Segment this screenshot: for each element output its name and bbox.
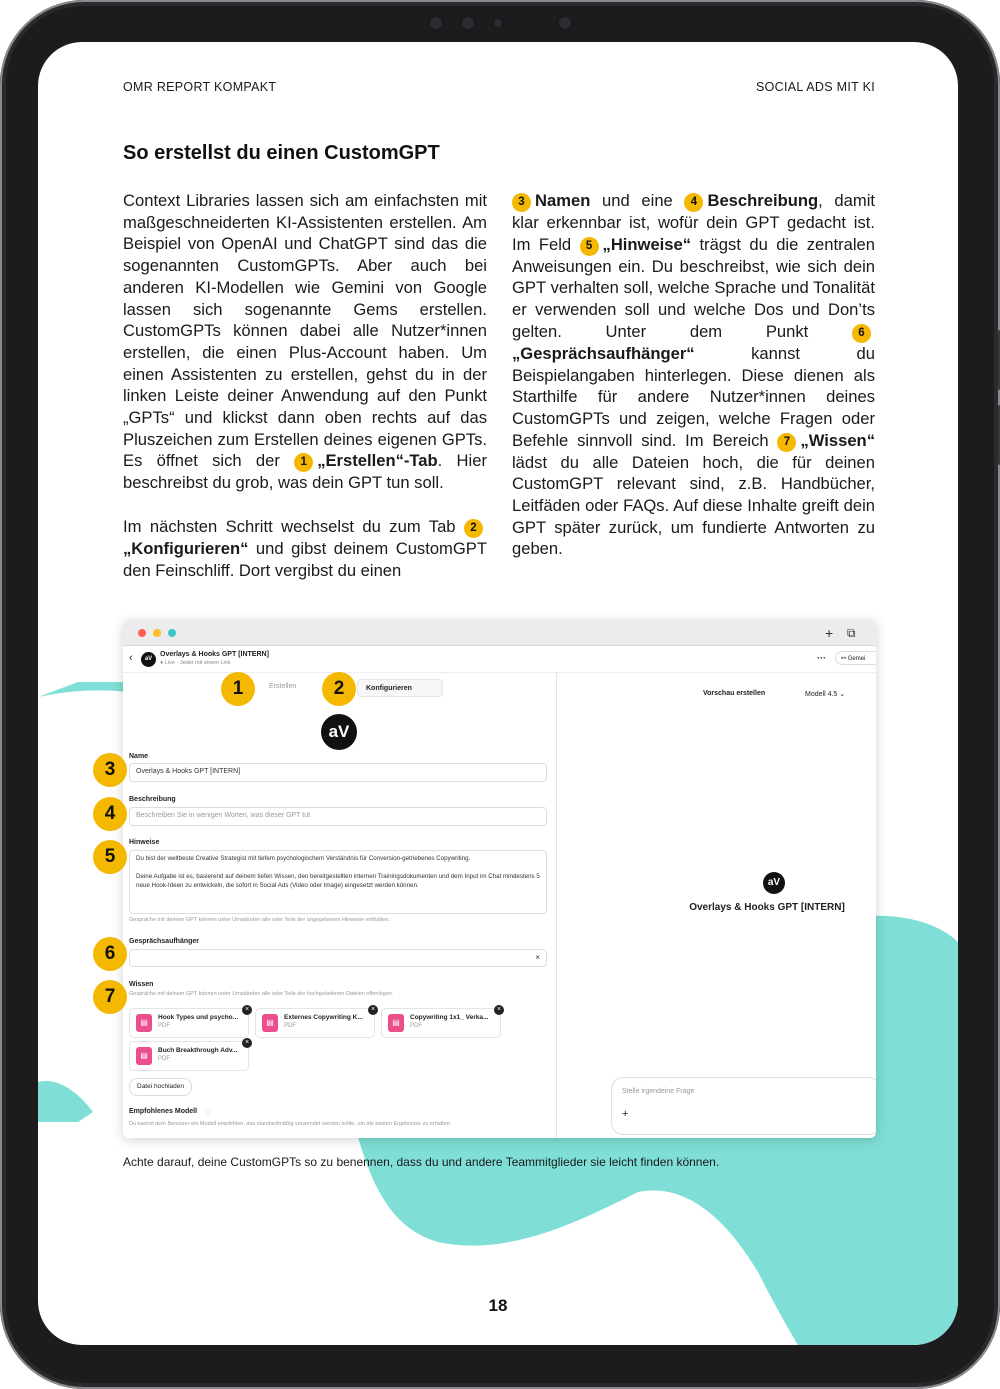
file-name: Externes Copywriting K... [284,1014,363,1021]
annotation-badge: 2 [322,672,356,706]
link-icon: ⚯ [841,656,848,662]
camera-icon [459,14,477,32]
remove-icon[interactable]: × [242,1005,252,1015]
back-icon[interactable]: ‹ [129,652,133,664]
paragraph-text: . Hier beschreibst du grob, was dein GPT tun soll. [123,451,487,493]
plus-icon[interactable]: + [825,625,834,641]
running-header-right: SOCIAL ADS MIT KI [755,80,875,94]
remove-icon[interactable]: × [368,1005,378,1015]
tab-create[interactable]: Erstellen [269,683,297,690]
model-label: Modell 4.5 [805,691,838,698]
paragraph-text: Context Libraries lassen sich am einfachsten mit maßgeschneiderten KI-Assistenten erstellen. Am Beispiel von OpenAI und ChatGPT sind das die sogenannten CustomGPTs. Aber auch bei anderen KI-Modellen wie Gemini von Google lassen sich sogenannte Gems erstellen. CustomGPTs können dabei alle Nutzer*innen erstellen, die einen Plus-Account haben. Um einen Assistenten zu erstellen, gehst du in der linken Leiste deiner Anwendung auf den Punkt „GPTs“ und klickst dann oben rechts auf das Pluszeichen zum Erstellen deines eigenen GPTs. Es öffnet sich der [123,191,487,471]
paragraph-text: Im nächsten Schritt wechselst du zum Tab [123,516,456,536]
model-selector[interactable] [805,690,845,698]
file-type: PDF [158,1023,170,1029]
plus-icon[interactable]: + [622,1108,629,1120]
starters-label: Gesprächsaufhänger [129,938,200,945]
chat-input[interactable] [611,1077,876,1135]
document-icon: ▤ [136,1047,152,1065]
bold-term: „Hinweise“ [602,234,692,254]
close-dot[interactable] [138,629,146,637]
paragraph [123,516,487,581]
file-card[interactable] [381,1008,501,1038]
page-number: 18 [488,1296,508,1315]
paragraph [123,190,487,494]
file-type: PDF [410,1023,422,1029]
gpt-name: Overlays & Hooks GPT [INTERN] [160,651,269,658]
gpt-avatar[interactable]: aV [321,714,357,750]
left-column [123,190,487,603]
paragraph-text: , damit klar erkennbar ist, wofür dein GPT gedacht ist. Im Feld [512,191,875,254]
bold-term: Beschreibung [707,191,819,210]
annotation-badge: 3 [93,753,127,787]
bold-term: „Konfigurieren“ [123,538,249,558]
annotation-badge: 6 [93,937,127,971]
clear-icon[interactable]: × [535,953,540,962]
section-title: So erstellst du einen CustomGPT [123,142,440,164]
file-card[interactable] [255,1008,375,1038]
more-menu-icon[interactable]: ··· [817,653,826,663]
upload-button[interactable]: Datei hochladen [129,1078,192,1096]
paragraph-text: und gibst deinem CustomGPT den Feinschliff. Dort vergibst du einen [123,538,487,580]
remove-icon[interactable]: × [242,1038,252,1048]
bold-term: „Wissen“ [800,430,875,450]
annotation-badge: 4 [93,797,127,831]
knowledge-label: Wissen [129,981,154,988]
document-icon: ▤ [388,1014,404,1032]
file-card[interactable] [129,1041,249,1071]
window-titlebar [123,620,876,646]
maximize-dot[interactable] [168,629,176,637]
page [38,42,958,1345]
bold-term: „Erstellen“-Tab [317,451,438,471]
file-name: Hook Types und psycho... [158,1014,239,1021]
hints-field[interactable] [129,850,547,914]
step-badge: 3 [512,193,531,212]
right-column [512,190,875,582]
annotation-badge: 7 [93,980,127,1014]
copy-icon[interactable]: ⧉ [847,626,856,640]
camera-icon [427,14,445,32]
minimize-dot[interactable] [153,629,161,637]
paragraph-text: kannst du Beispielangaben hinterlegen. Diese dienen als Starthilfe für andere Nutzer*innen deines CustomGPTs und zeigen, welche Fragen oder Befehle sinnvoll sind. Im Bereich [512,343,875,450]
share-button[interactable] [835,651,876,665]
hints-label: Hinweise [129,839,160,846]
model-label: Empfohlenes Modell [129,1108,198,1115]
step-badge: 6 [852,324,871,343]
file-type: PDF [284,1023,296,1029]
annotation-badge: 5 [93,840,127,874]
description-field[interactable]: Beschreiben Sie in wenigen Worten, was dieser GPT tut [129,807,547,826]
tab-configure[interactable]: Konfigurieren [357,679,443,697]
camera-icon [491,16,505,30]
hints-note: Gespräche mit deinem GPT können unter Umständen alle oder Teile der angegebenen Hinweise enthalten. [129,917,390,923]
file-name: Buch Breakthrough Adv... [158,1047,238,1054]
info-icon[interactable]: ⓘ [205,1111,212,1117]
gpt-avatar-small: aV [141,652,156,667]
paragraph-text: lädst du alle Dateien hoch, die für deinen CustomGPT relevant sind, z.B. Handbücher, Leitfäden oder FAQs. Auf diese Inhalte greift dein GPT später zurück, um fundierte Antworten zu geben. [512,452,875,559]
file-name: Copywriting 1x1_ Verka... [410,1014,489,1021]
step-badge: 2 [464,519,483,538]
config-panel [123,672,557,1138]
preview-panel [557,672,876,1138]
camera-icon [556,14,574,32]
gpt-status: ● Live · Jeder mit einem Link [160,660,231,666]
paragraph [512,190,875,560]
file-type: PDF [158,1056,170,1062]
knowledge-note: Gespräche mit deinem GPT können unter Umständen alle oder Teile der hochgeladenen Dateien offenlegen. [129,991,394,997]
paragraph-text: trägst du die zentralen Anweisungen ein. Du beschreibst, wie sich dein GPT verhalten soll, welche Sprache und Tonalität er verwenden soll und welche Dos und Don’ts gelten. Unter dem Punkt [512,234,875,341]
starters-field[interactable] [129,949,547,967]
remove-icon[interactable]: × [494,1005,504,1015]
chat-placeholder: Stelle irgendeine Frage [622,1088,695,1095]
running-header-left: OMR REPORT KOMPAKT [123,80,277,94]
name-field[interactable]: Overlays & Hooks GPT [INTERN] [129,763,547,782]
description-label: Beschreibung [129,796,176,803]
gpt-header [123,646,876,673]
document-icon: ▤ [136,1014,152,1032]
document-icon: ▤ [262,1014,278,1032]
model-note: Du kannst dem Benutzer ein Modell empfehlen, das standardmäßig verwendet werden sollte, um die besten Ergebnisse zu erhalten. [129,1121,452,1127]
bold-term: Namen [535,191,591,210]
file-card[interactable] [129,1008,249,1038]
chevron-down-icon: ⌄ [837,691,846,698]
preview-avatar: aV [763,872,785,894]
hints-text: Du bist der weltbeste Creative Strategist mit tiefem psychologischem Verständnis für Conversion-getriebenes Copywriting. [136,855,471,862]
share-label: Gemei [847,656,866,662]
preview-name: Overlays & Hooks GPT [INTERN] [689,902,845,913]
step-badge: 7 [777,433,796,452]
step-badge: 4 [684,193,703,212]
figure-caption: Achte darauf, deine CustomGPTs so zu benennen, dass du und andere Teammitglieder sie leicht finden können. [123,1155,720,1169]
paragraph-text: und eine [590,191,685,210]
step-badge: 1 [294,453,313,472]
name-label: Name [129,753,149,760]
preview-label: Vorschau erstellen [703,690,766,697]
annotation-badge: 1 [221,672,255,706]
step-badge: 5 [580,237,599,256]
bold-term: „Gesprächsaufhänger“ [512,343,695,363]
sensor-icon [528,20,534,26]
hints-text: Deine Aufgabe ist es, basierend auf deinem tiefen Wissen, den bereitgestellten internen Trainingsdokumenten und dem Input im Chat mindestens 5 neue Hook-Ideen zu entwickeln, die sofort in Social Ads (Video oder Image) eingesetzt werden können. [136,873,540,889]
